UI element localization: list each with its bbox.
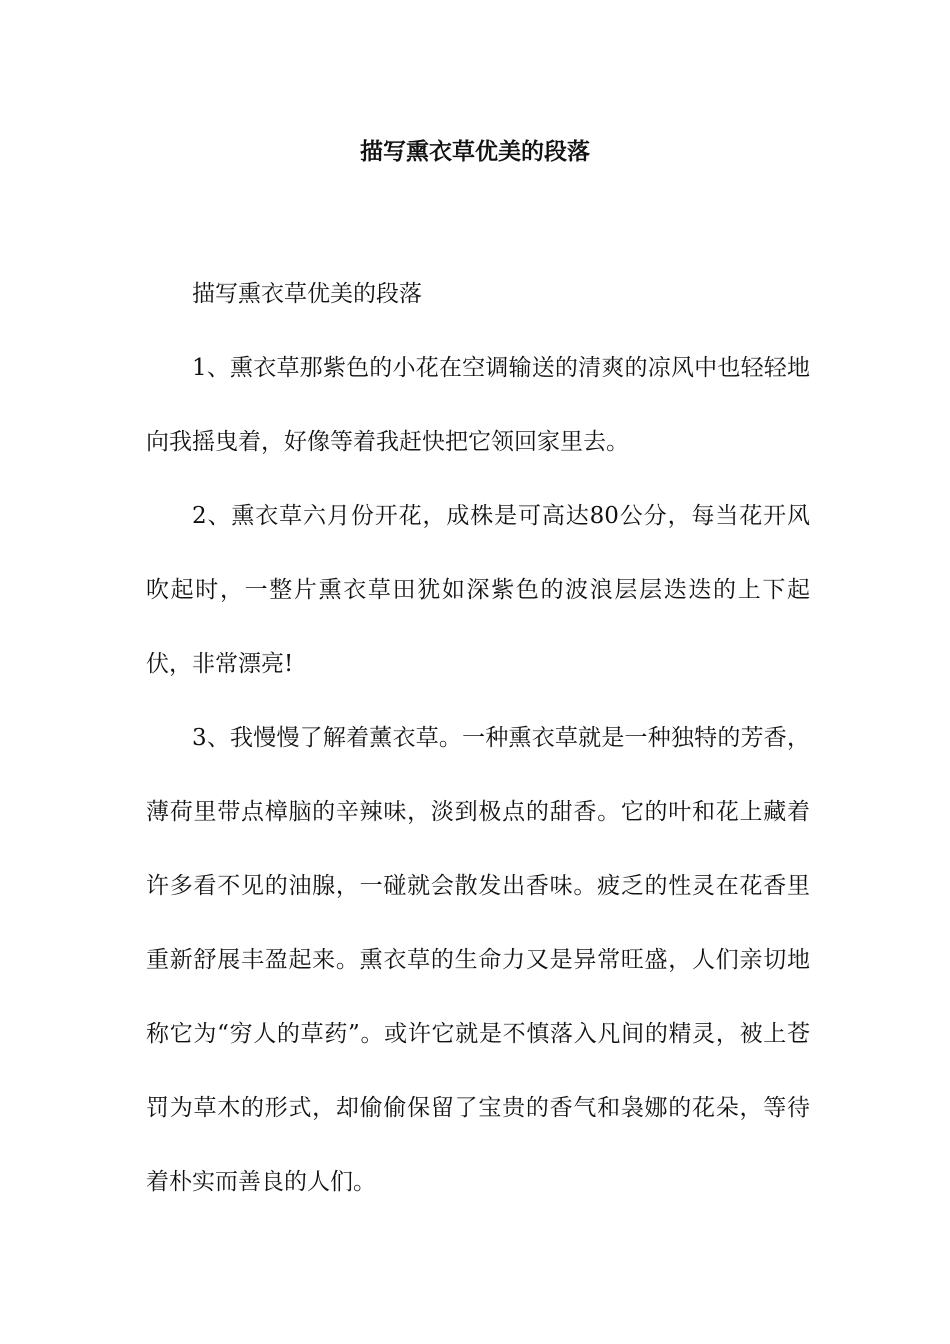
paragraph-1: 1、熏衣草那紫色的小花在空调输送的清爽的凉风中也轻轻地向我摇曳着，好像等着我赶快把它领回家里去。	[146, 355, 810, 455]
paragraph-subtitle: 描写熏衣草优美的段落	[192, 281, 422, 307]
document-title: 描写熏衣草优美的段落	[360, 139, 590, 165]
paragraph-2: 2、熏衣草六月份开花，成株是可高达80公分，每当花开风吹起时，一整片熏衣草田犹如深紫色的波浪层层迭迭的上下起伏，非常漂亮!	[146, 503, 810, 677]
paragraph-3: 3、我慢慢了解着薰衣草。一种熏衣草就是一种独特的芳香，薄荷里带点樟脑的辛辣味，淡到极点的甜香。它的叶和花上藏着许多看不见的油腺，一碰就会散发出香味。疲乏的性灵在花香里重新舒展丰盈起来。熏衣草的生命力又是异常旺盛，人们亲切地称它为“穷人的草药”。或许它就是不慎落入凡间的精灵，被上苍罚为草木的形式，却偷偷保留了宝贵的香气和袅娜的花朵，等待着朴实而善良的人们。	[146, 725, 810, 1195]
document-body	[146, 257, 810, 1219]
